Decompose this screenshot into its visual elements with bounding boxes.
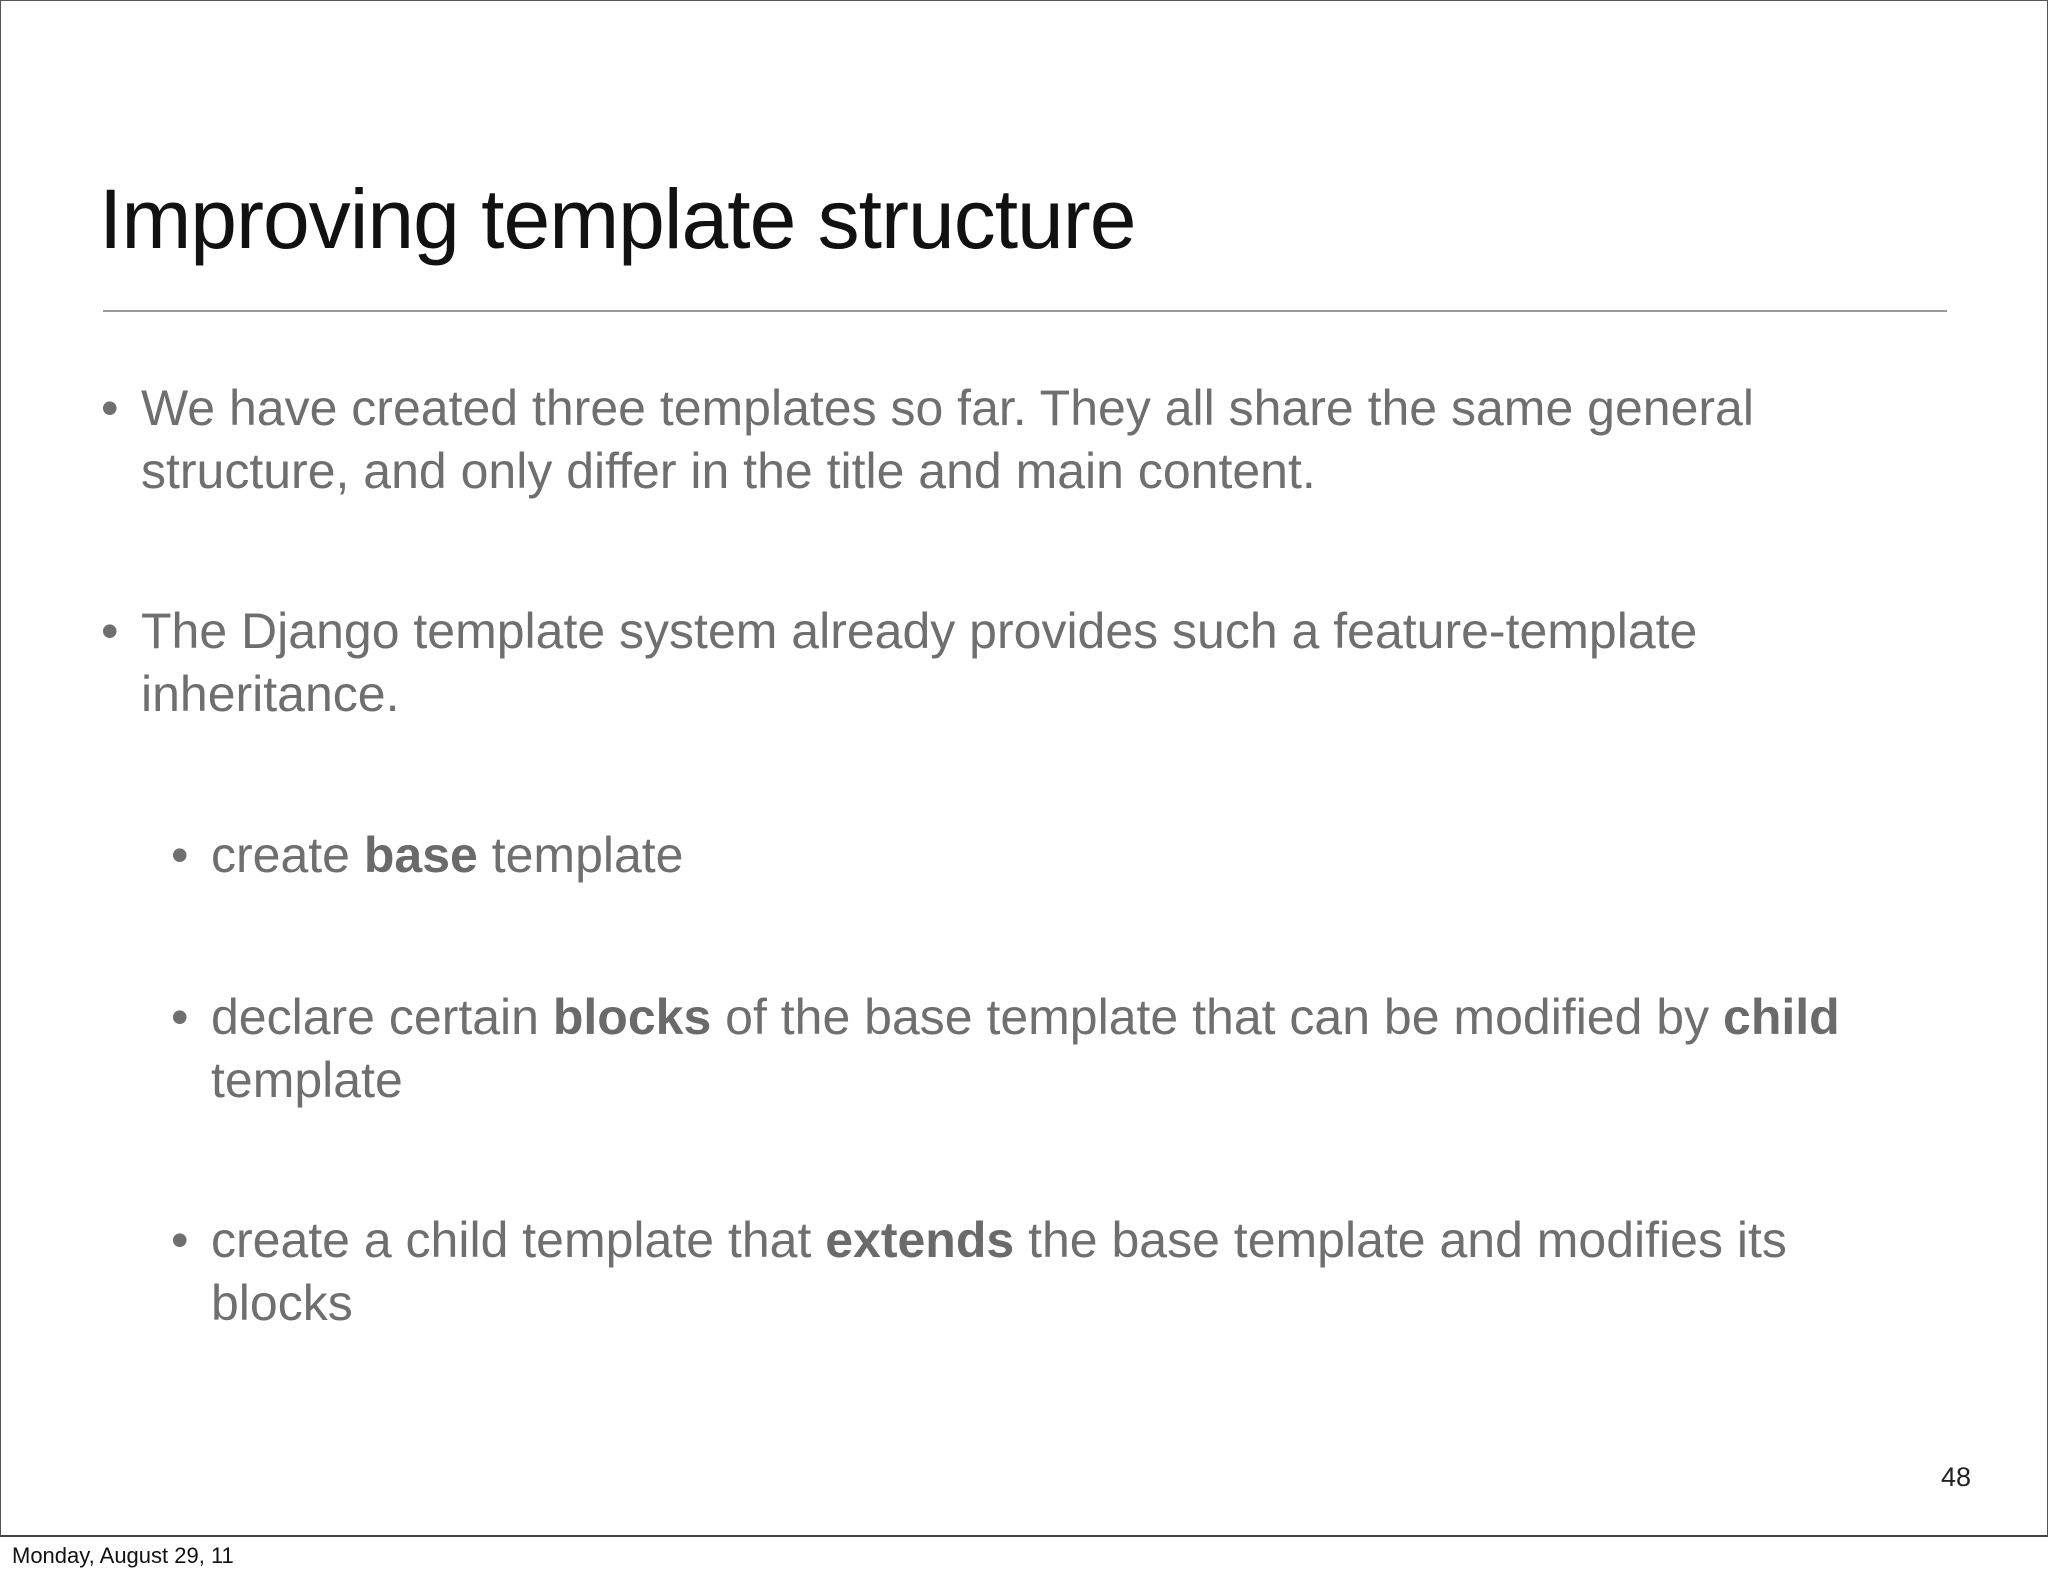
- bullet-item: [101, 377, 1931, 503]
- bullet-text-segment: create a child template that: [211, 1212, 826, 1268]
- bullet-text-segment: We have created three templates so far. They all share the same general structure, and only differ in the title and main content.: [141, 380, 1754, 499]
- sub-bullet-item: [171, 986, 1931, 1112]
- bullet-dot-icon: •: [171, 827, 189, 883]
- bullet-bold-term: extends: [825, 1212, 1015, 1268]
- bullet-dot-icon: •: [101, 603, 119, 659]
- bullet-dot-icon: •: [171, 989, 189, 1045]
- bullet-text-segment: template: [211, 1052, 403, 1108]
- bullet-text-segment: template: [477, 827, 684, 883]
- bullet-text: [141, 380, 1754, 499]
- bullet-text-segment: declare certain: [211, 989, 553, 1045]
- bullet-text-segment: create: [211, 827, 364, 883]
- page-number: 48: [1940, 1462, 1971, 1492]
- title-divider: [103, 310, 1947, 312]
- bullet-text: [211, 827, 684, 883]
- bullet-item: [101, 600, 1931, 726]
- sub-bullet-item: [171, 824, 1931, 887]
- bullet-text: [211, 989, 1840, 1108]
- bullet-text-segment: of the base template that can be modified by: [711, 989, 1724, 1045]
- bullet-text: [141, 603, 1697, 722]
- footer-date: Monday, August 29, 11: [12, 1543, 234, 1568]
- bullet-bold-term: child: [1723, 989, 1840, 1045]
- bullet-text-segment: The Django template system already provides such a feature-template inheritance.: [141, 603, 1698, 722]
- bullet-text: [211, 1212, 1787, 1331]
- bullet-dot-icon: •: [171, 1212, 189, 1268]
- bullet-dot-icon: •: [101, 380, 119, 436]
- bullet-bold-term: blocks: [552, 989, 712, 1045]
- sub-bullet-item: [171, 1209, 1931, 1335]
- bullet-bold-term: base: [363, 827, 478, 883]
- slide-title: Improving template structure: [99, 172, 1136, 266]
- bullet-text-segment: the base template and modifies its blocks: [211, 1212, 1787, 1331]
